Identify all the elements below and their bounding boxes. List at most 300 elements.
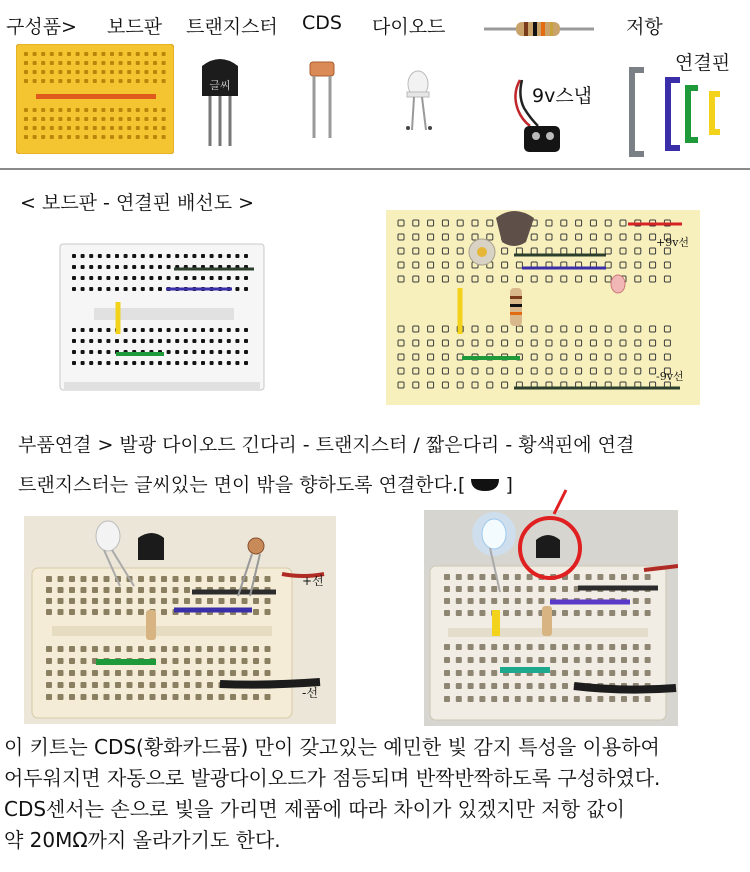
board-hole [127,79,131,83]
board-hole [175,328,179,332]
board-hole [531,368,537,374]
board-hole [219,670,225,676]
board-hole [101,108,105,112]
photo-minus-label: -선 [302,686,318,700]
board-hole [538,683,544,689]
board-hole [136,70,140,74]
board-hole [201,254,205,258]
board-hole [76,79,80,83]
board-hole [196,646,202,652]
board-hole [576,248,582,254]
board-hole [33,79,37,83]
board-hole [184,587,190,593]
board-hole [503,657,509,663]
board-hole [502,276,508,282]
board-hole [101,70,105,74]
board-hole [428,234,434,240]
board-hole [89,339,93,343]
board-hole [253,694,259,700]
board-hole [590,368,596,374]
board-hole [72,328,76,332]
board-hole [265,670,271,676]
board-hole [428,368,434,374]
board-hole [527,683,533,689]
board-hole [76,135,80,139]
board-hole [132,287,136,291]
board-hole [89,350,93,354]
board-hole [621,574,627,580]
board-hole [84,52,88,56]
board-hole [546,354,552,360]
board-hole [72,339,76,343]
board-hole [635,248,641,254]
board-hole [58,70,62,74]
board-hole [184,339,188,343]
board-hole [590,340,596,346]
board-hole [69,658,75,664]
board-hole [664,326,670,332]
board-hole [162,52,166,56]
board-hole [609,696,615,702]
instruction-line-2-text: 트랜지스터는 글씨있는 면이 밖을 향하도록 연결한다.[ [18,474,466,496]
board-hole [456,644,462,650]
board-hole [127,108,131,112]
board-hole [196,598,202,604]
board-hole [605,234,611,240]
board-hole [515,657,521,663]
board-hole [93,61,97,65]
board-hole [597,657,603,663]
board-hole [92,670,98,676]
board-hole [457,382,463,388]
board-hole [127,135,131,139]
board-hole [442,340,448,346]
board-hole [98,361,102,365]
board-hole [33,117,37,121]
board-hole [468,670,474,676]
board-hole [515,683,521,689]
board-hole [574,657,580,663]
board-hole [201,276,205,280]
board-hole [531,354,537,360]
board-hole [161,658,167,664]
board-hole [81,350,85,354]
board-hole [149,276,153,280]
board-hole [127,609,133,615]
board-hole [150,576,156,582]
board-hole [153,79,157,83]
resistor-image [484,18,594,40]
board-hole [101,135,105,139]
board-hole [184,361,188,365]
board-hole [50,70,54,74]
board-hole [562,657,568,663]
board-hole [664,262,670,268]
description-line-3: CDS센서는 손으로 빛을 가리면 제품에 따라 차이가 있겠지만 저항 값이 [4,797,625,821]
board-hole [110,108,114,112]
board-hole [457,262,463,268]
board-hole [244,287,248,291]
board-hole [149,361,153,365]
board-hole [110,117,114,121]
instruction-line-2-end: ] [505,474,513,496]
board-hole [58,670,64,676]
transistor-image [198,58,242,150]
board-hole [41,52,45,56]
board-hole [50,61,54,65]
board-hole [104,646,110,652]
board-hole [538,657,544,663]
board-hole [516,368,522,374]
board-hole [138,646,144,652]
board-hole [633,657,639,663]
board-hole [620,326,626,332]
board-hole [491,586,497,592]
board-hole [127,670,133,676]
board-hole [58,598,64,604]
transistor-flat-side-icon [465,475,505,493]
board-hole [413,248,419,254]
board-hole [546,276,552,282]
board-hole [503,696,509,702]
board-hole [242,670,248,676]
board-hole [479,610,485,616]
board-hole [153,135,157,139]
board-hole [158,276,162,280]
board-hole [527,598,533,604]
board-hole [138,694,144,700]
board-hole [162,61,166,65]
board-hole [650,326,656,332]
board-hole [605,262,611,268]
board-hole [104,694,110,700]
label-diode: 다이오드 [372,16,446,38]
board-hole [227,361,231,365]
board-hole [265,598,271,604]
board-hole [244,276,248,280]
board-hole [138,609,144,615]
board-hole [515,610,521,616]
board-hole [562,644,568,650]
board-hole [442,326,448,332]
board-hole [586,657,592,663]
board-hole [664,276,670,282]
board-hole [398,276,404,282]
board-hole [184,328,188,332]
assembled-board-photo-daylight [24,516,336,724]
board-hole [398,368,404,374]
board-hole [413,276,419,282]
description-line-2: 어두워지면 자동으로 발광다이오드가 점등되며 반짝반짝하도록 구성하였다. [4,766,661,790]
board-hole [562,683,568,689]
board-hole [46,658,52,664]
board-hole [502,382,508,388]
board-hole [124,328,128,332]
board-hole [132,276,136,280]
board-hole [93,108,97,112]
board-hole [527,657,533,663]
board-hole [472,340,478,346]
board-hole [119,117,123,121]
board-hole [561,234,567,240]
board-hole [444,610,450,616]
board-hole [141,328,145,332]
board-hole [230,646,236,652]
board-hole [58,682,64,688]
board-hole [50,126,54,130]
board-hole [235,254,239,258]
board-hole [398,354,404,360]
board-hole [141,265,145,269]
board-hole [597,644,603,650]
board-hole [50,135,54,139]
board-hole [93,70,97,74]
board-hole [92,587,98,593]
board-hole [576,234,582,240]
board-hole [115,587,121,593]
board-hole [184,276,188,280]
board-hole [531,248,537,254]
board-hole [173,682,179,688]
board-hole [92,576,98,582]
board-hole [119,79,123,83]
board-hole [633,574,639,580]
board-hole [444,683,450,689]
board-hole [201,339,205,343]
board-hole [253,658,259,664]
board-hole [574,610,580,616]
board-hole [561,354,567,360]
board-hole [50,108,54,112]
board-hole [136,61,140,65]
board-hole [158,328,162,332]
board-hole [645,670,651,676]
board-hole [503,574,509,580]
board-hole [41,70,45,74]
board-hole [456,598,462,604]
board-hole [515,598,521,604]
minus-rail-label: -9v선 [656,370,684,383]
board-hole [173,576,179,582]
board-hole [531,234,537,240]
board-hole [76,61,80,65]
board-hole [468,644,474,650]
board-hole [141,339,145,343]
board-hole [230,598,236,604]
board-hole [106,265,110,269]
board-hole [92,598,98,604]
board-hole [196,694,202,700]
board-hole [58,135,62,139]
board-hole [84,135,88,139]
board-hole [132,339,136,343]
board-hole [106,350,110,354]
board-hole [491,644,497,650]
board-hole [127,587,133,593]
components-header: 구성품> [6,16,77,38]
board-hole [149,328,153,332]
board-hole [104,609,110,615]
board-hole [597,574,603,580]
board-hole [442,354,448,360]
board-hole [605,368,611,374]
board-hole [218,276,222,280]
board-hole [227,350,231,354]
board-hole [574,644,580,650]
board-hole [207,598,213,604]
board-hole [69,682,75,688]
board-hole [398,220,404,226]
board-hole [428,326,434,332]
board-hole [192,361,196,365]
board-hole [136,117,140,121]
board-hole [175,339,179,343]
board-hole [650,262,656,268]
board-hole [81,646,87,652]
board-hole [444,644,450,650]
board-hole [621,610,627,616]
board-hole [127,70,131,74]
board-hole [46,670,52,676]
board-hole [609,610,615,616]
board-hole [67,52,71,56]
board-hole [162,70,166,74]
board-hole [46,609,52,615]
board-hole [428,382,434,388]
board-hole [58,587,64,593]
board-hole [69,598,75,604]
board-hole [115,694,121,700]
label-cds: CDS [302,12,342,34]
board-hole [253,609,259,615]
board-hole [93,126,97,130]
label-breadboard: 보드판 [107,16,163,38]
board-hole [635,262,641,268]
board-hole [144,108,148,112]
board-hole [538,598,544,604]
board-hole [173,658,179,664]
board-hole [546,326,552,332]
board-hole [89,287,93,291]
board-hole [72,276,76,280]
board-hole [219,598,225,604]
board-hole [81,587,87,593]
board-hole [561,326,567,332]
board-hole [645,657,651,663]
board-hole [124,276,128,280]
board-hole [219,576,225,582]
board-hole [98,328,102,332]
board-hole [119,61,123,65]
board-hole [516,276,522,282]
board-hole [468,598,474,604]
board-hole [413,382,419,388]
board-hole [69,576,75,582]
board-hole [442,234,448,240]
board-hole [89,254,93,258]
board-hole [192,328,196,332]
board-hole [115,361,119,365]
board-hole [650,276,656,282]
board-hole [605,248,611,254]
board-hole [124,265,128,269]
board-hole [428,262,434,268]
board-hole [210,339,214,343]
board-hole [33,52,37,56]
board-hole [502,340,508,346]
board-hole [561,248,567,254]
board-hole [620,248,626,254]
board-hole [609,657,615,663]
board-hole [586,644,592,650]
board-hole [227,254,231,258]
board-hole [527,644,533,650]
board-hole [33,70,37,74]
board-hole [242,598,248,604]
board-hole [457,234,463,240]
board-hole [141,287,145,291]
board-hole [136,135,140,139]
board-hole [58,61,62,65]
board-hole [153,108,157,112]
board-hole [33,126,37,130]
board-hole [67,117,71,121]
board-hole [93,135,97,139]
description [4,732,748,856]
board-hole [561,340,567,346]
board-hole [192,350,196,354]
board-hole [106,361,110,365]
board-hole [161,646,167,652]
board-hole [546,340,552,346]
board-hole [101,79,105,83]
board-hole [138,598,144,604]
board-hole [442,276,448,282]
board-hole [590,354,596,360]
board-hole [81,328,85,332]
plus-rail-label: +9v선 [656,236,690,249]
board-hole [161,609,167,615]
board-hole [93,79,97,83]
board-hole [167,328,171,332]
board-hole [227,276,231,280]
board-hole [98,265,102,269]
board-hole [633,696,639,702]
board-hole [92,682,98,688]
board-hole [161,576,167,582]
board-hole [58,576,64,582]
board-hole [76,52,80,56]
board-hole [184,350,188,354]
board-hole [58,117,62,121]
board-hole [398,326,404,332]
board-hole [101,61,105,65]
board-hole [444,696,450,702]
board-hole [192,339,196,343]
board-hole [207,694,213,700]
board-hole [479,696,485,702]
board-hole [242,658,248,664]
board-hole [144,135,148,139]
board-hole [127,694,133,700]
board-hole [132,328,136,332]
board-hole [468,683,474,689]
board-hole [92,609,98,615]
board-hole [531,326,537,332]
board-hole [635,276,641,282]
board-hole [645,598,651,604]
wires-image [628,66,732,158]
